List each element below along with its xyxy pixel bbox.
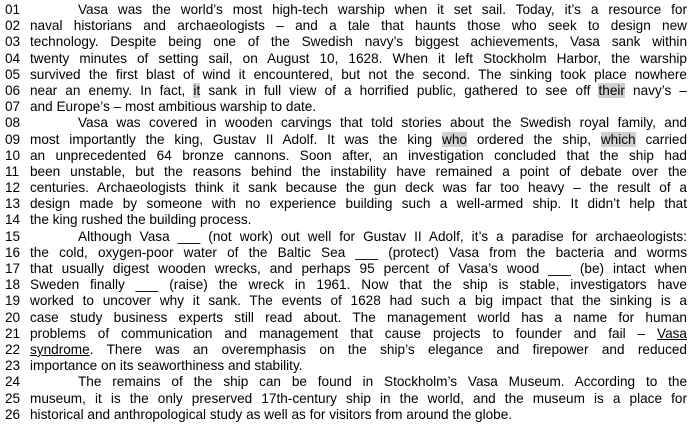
line-number: 18 bbox=[5, 277, 21, 293]
text-segment: navy’s – bbox=[624, 82, 687, 98]
text-line bbox=[0, 34, 699, 50]
text-line bbox=[0, 229, 699, 245]
text-segment: Sweden finally ___ (raise) the wreck in 1961. Now that the ship is stable, investigators have bbox=[30, 277, 687, 293]
highlighted-word: which bbox=[600, 131, 636, 147]
line-number: 25 bbox=[5, 390, 21, 406]
line-text bbox=[30, 407, 692, 423]
line-number: 07 bbox=[5, 99, 21, 115]
line-number: 26 bbox=[5, 406, 21, 422]
line-number: 04 bbox=[5, 50, 21, 66]
text-segment: most importantly the king, Gustav II Adolf. It was the king bbox=[30, 131, 443, 147]
line-number: 02 bbox=[5, 18, 21, 34]
text-segment: technology. Despite being one of the Swedish navy’s biggest achievements, Vasa sank within bbox=[30, 34, 687, 50]
text-segment: ordered the ship, bbox=[466, 131, 601, 147]
text-line bbox=[0, 407, 699, 423]
text-line bbox=[0, 18, 699, 34]
text-segment: importance on its seaworthiness and stability. bbox=[30, 358, 303, 374]
underlined-term: syndrome bbox=[30, 341, 90, 357]
text-segment: design made by someone with no experience building such a well-armed ship. It didn’t help that bbox=[30, 196, 687, 212]
text-segment: been unstable, but the reasons behind the instability have remained a point of debate over the bbox=[30, 163, 687, 179]
line-number: 03 bbox=[5, 34, 21, 50]
text-segment: the cold, oxygen-poor water of the Baltic Sea ___ (protect) Vasa from the bacteria and worms bbox=[30, 244, 687, 260]
text-segment: sank in full view of a horrified public, gathered to see off bbox=[200, 82, 599, 98]
line-text bbox=[30, 245, 692, 261]
text-line bbox=[0, 164, 699, 180]
text-line bbox=[0, 358, 699, 374]
line-text bbox=[30, 67, 692, 83]
line-text bbox=[30, 148, 692, 164]
line-text bbox=[30, 18, 692, 34]
line-number: 08 bbox=[5, 115, 21, 131]
text-segment: near an enemy. In fact, bbox=[30, 82, 194, 98]
line-number: 19 bbox=[5, 293, 21, 309]
text-line bbox=[0, 391, 699, 407]
line-text bbox=[30, 391, 692, 407]
underlined-term: Vasa bbox=[657, 325, 687, 341]
text-line bbox=[0, 132, 699, 148]
text-segment: twenty minutes of setting sail, on August 10, 1628. When it left Stockholm Harbor, the warship bbox=[30, 50, 687, 66]
text-line bbox=[0, 51, 699, 67]
line-number: 09 bbox=[5, 131, 21, 147]
text-line bbox=[0, 342, 699, 358]
line-number: 10 bbox=[5, 147, 21, 163]
text-segment: naval historians and archaeologists – and a tale that haunts those who seek to design new bbox=[30, 18, 687, 34]
line-number: 20 bbox=[5, 309, 21, 325]
text-segment: carried bbox=[635, 131, 688, 147]
line-number: 22 bbox=[5, 341, 21, 357]
line-number: 15 bbox=[5, 228, 21, 244]
text-line bbox=[0, 148, 699, 164]
line-text bbox=[30, 99, 692, 115]
line-number: 12 bbox=[5, 180, 21, 196]
line-number: 21 bbox=[5, 325, 21, 341]
line-number: 11 bbox=[5, 163, 20, 179]
line-text bbox=[30, 164, 692, 180]
line-number: 16 bbox=[5, 244, 21, 260]
text-line bbox=[0, 326, 699, 342]
text-line bbox=[0, 293, 699, 309]
line-number: 05 bbox=[5, 66, 21, 82]
text-segment: problems of communication and management that cause projects to founder and fail – bbox=[30, 325, 658, 341]
line-text bbox=[30, 229, 692, 245]
text-segment: worked to uncover why it sank. The events of 1628 had such a big impact that the sinking is a bbox=[30, 293, 687, 309]
line-text bbox=[30, 277, 692, 293]
line-number: 14 bbox=[5, 212, 21, 228]
text-line bbox=[0, 180, 699, 196]
text-line bbox=[0, 310, 699, 326]
line-text bbox=[30, 342, 692, 358]
text-segment: museum, it is the only preserved 17th-century ship in the world, and the museum is a place for bbox=[30, 390, 687, 406]
text-line bbox=[0, 277, 699, 293]
text-line bbox=[0, 2, 699, 18]
text-line bbox=[0, 261, 699, 277]
line-text bbox=[30, 132, 692, 148]
line-text bbox=[30, 51, 692, 67]
highlighted-word: who bbox=[442, 131, 467, 147]
line-number: 24 bbox=[5, 374, 21, 390]
line-text bbox=[30, 196, 692, 212]
line-text bbox=[30, 83, 692, 99]
text-segment: survived the first blast of wind it encountered, but not the second. The sinking took place nowhere bbox=[30, 66, 687, 82]
text-segment: centuries. Archaeologists think it sank because the gun deck was far too heavy – the result of a bbox=[30, 180, 687, 196]
text-segment: case study business experts still read about. The management world has a name for human bbox=[30, 309, 687, 325]
line-number: 01 bbox=[5, 2, 21, 17]
highlighted-word: it bbox=[193, 82, 201, 98]
text-segment: The remains of the ship can be found in Stockholm’s Vasa Museum. According to the bbox=[78, 374, 687, 390]
text-segment: and Europe’s – most ambitious warship to date. bbox=[30, 99, 317, 115]
text-segment: Vasa was the world’s most high-tech warship when it set sail. Today, it’s a resource for bbox=[78, 2, 687, 17]
line-text bbox=[30, 2, 692, 18]
line-text bbox=[30, 374, 692, 390]
line-number: 17 bbox=[5, 261, 21, 276]
text-line bbox=[0, 67, 699, 83]
text-segment: an unprecedented 64 bronze cannons. Soon after, an investigation concluded that the ship had bbox=[30, 147, 687, 163]
text-line bbox=[0, 245, 699, 261]
text-segment: that usually digest wooden wrecks, and perhaps 95 percent of Vasa’s wood ___ (be) intact when bbox=[30, 261, 687, 276]
highlighted-word: their bbox=[598, 82, 625, 98]
line-text bbox=[30, 326, 692, 342]
line-text bbox=[30, 310, 692, 326]
text-segment: the king rushed the building process. bbox=[30, 212, 252, 228]
line-text bbox=[30, 115, 692, 131]
line-text bbox=[30, 212, 692, 228]
line-text bbox=[30, 293, 692, 309]
text-line bbox=[0, 99, 699, 115]
text-segment: Although Vasa ___ (not work) out well for Gustav II Adolf, it’s a paradise for archaeologists: bbox=[78, 228, 687, 244]
text-segment: Vasa was covered in wooden carvings that told stories about the Swedish royal family, and bbox=[78, 115, 687, 131]
text-line bbox=[0, 115, 699, 131]
line-text bbox=[30, 34, 692, 50]
text-line bbox=[0, 212, 699, 228]
line-text bbox=[30, 358, 692, 374]
text-line bbox=[0, 374, 699, 390]
line-number: 23 bbox=[5, 358, 21, 374]
text-segment: . There was an overemphasis on the ship’s elegance and firepower and reduced bbox=[89, 341, 687, 357]
line-text bbox=[30, 180, 692, 196]
text-line bbox=[0, 83, 699, 99]
line-text bbox=[30, 261, 692, 277]
line-number: 06 bbox=[5, 82, 21, 98]
text-line bbox=[0, 196, 699, 212]
text-segment: historical and anthropological study as well as for visitors from around the globe. bbox=[30, 406, 513, 422]
line-number: 13 bbox=[5, 196, 21, 212]
